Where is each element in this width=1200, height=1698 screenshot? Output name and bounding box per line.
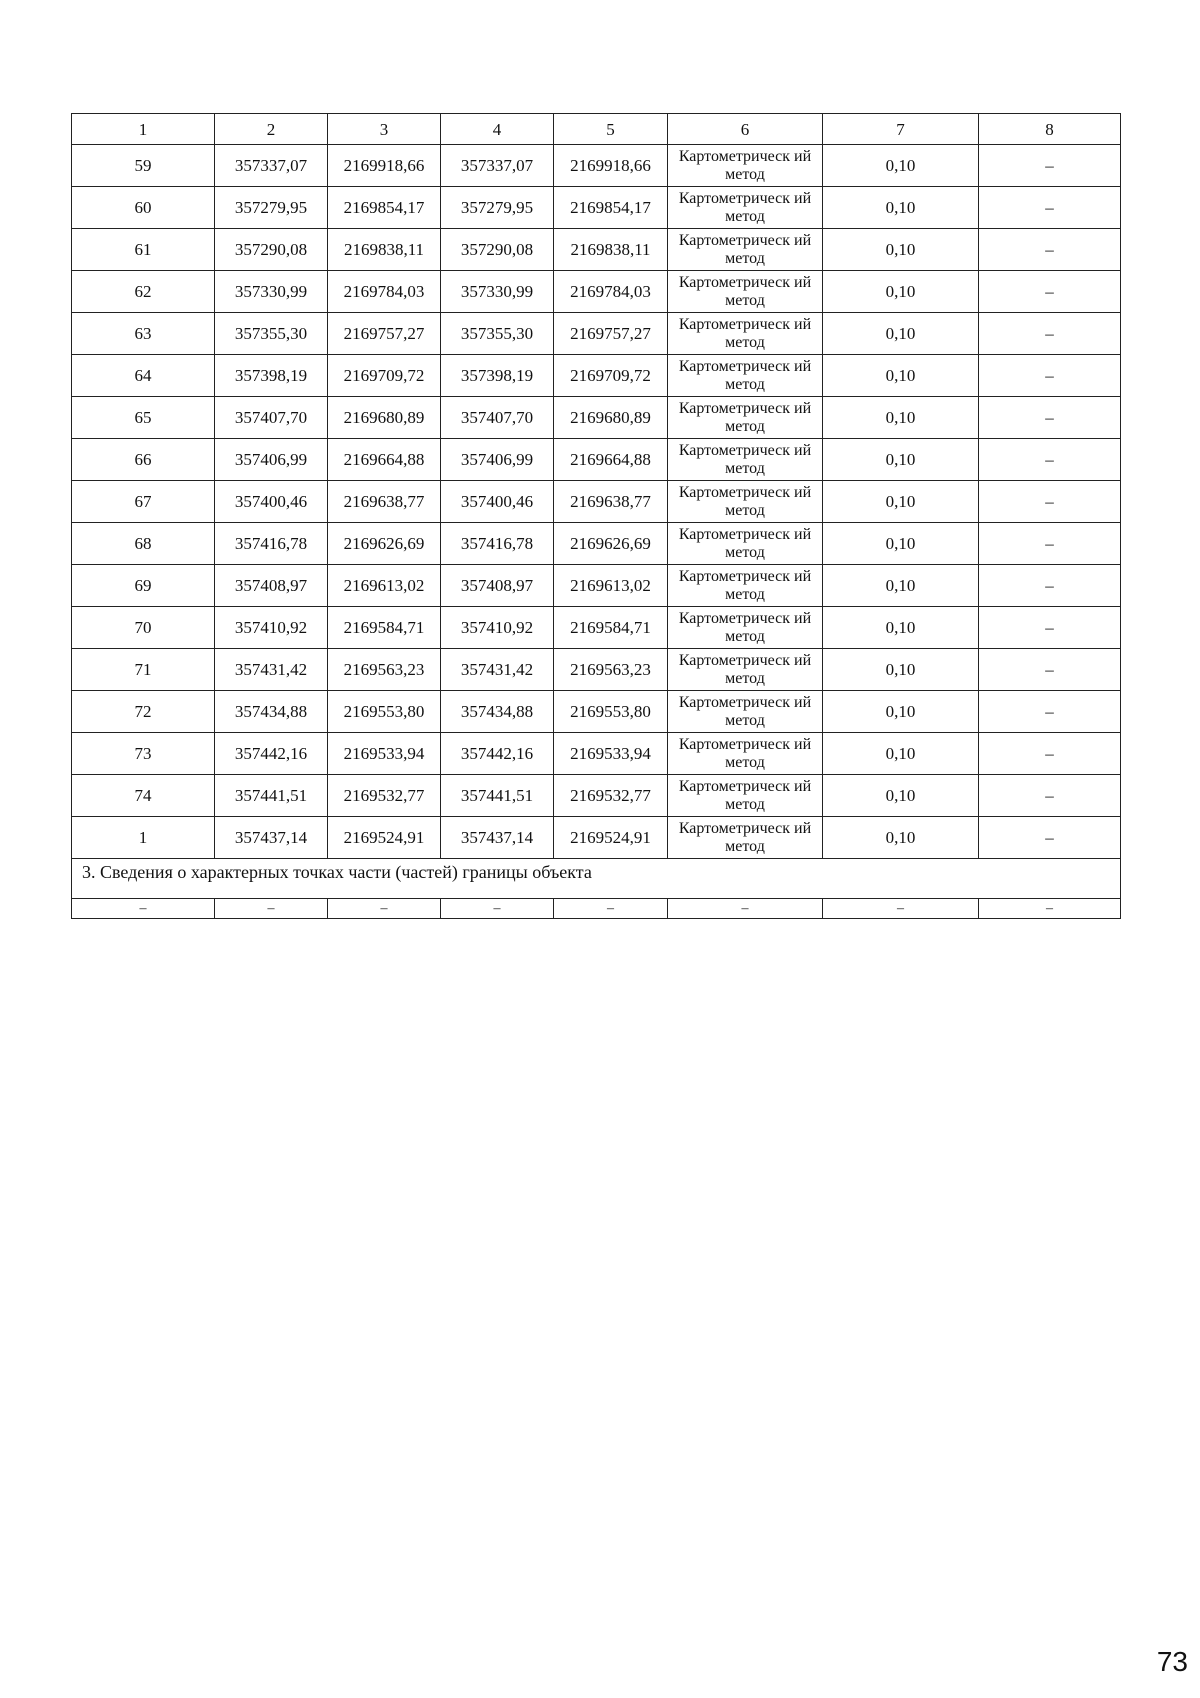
table-row	[72, 523, 1121, 565]
table-cell: 0,10	[823, 439, 979, 481]
table-cell: 357434,88	[215, 691, 328, 733]
table-row	[72, 649, 1121, 691]
method-cell: Картометрическ ий метод	[668, 691, 823, 733]
table-cell: 2169533,94	[554, 733, 668, 775]
point-number-cell: 60	[72, 187, 215, 229]
method-cell: Картометрическ ий метод	[668, 817, 823, 859]
table-cell: 357410,92	[215, 607, 328, 649]
table-cell: 357337,07	[215, 145, 328, 187]
table-cell: –	[979, 523, 1121, 565]
table-cell: –	[979, 607, 1121, 649]
point-number-cell: 65	[72, 397, 215, 439]
table-row	[72, 145, 1121, 187]
table-cell: 2169638,77	[554, 481, 668, 523]
point-number-cell: 63	[72, 313, 215, 355]
table-cell: 0,10	[823, 649, 979, 691]
header-cell: 7	[823, 114, 979, 145]
empty-cell: –	[668, 899, 823, 919]
table-cell: 2169784,03	[554, 271, 668, 313]
table-cell: 357441,51	[441, 775, 554, 817]
table-cell: 357416,78	[215, 523, 328, 565]
table-cell: 0,10	[823, 691, 979, 733]
method-cell: Картометрическ ий метод	[668, 565, 823, 607]
table-cell: –	[979, 229, 1121, 271]
table-cell: 0,10	[823, 187, 979, 229]
table-row	[72, 313, 1121, 355]
table-row	[72, 439, 1121, 481]
empty-cell: –	[215, 899, 328, 919]
table-cell: 2169709,72	[554, 355, 668, 397]
table-cell: 357431,42	[441, 649, 554, 691]
table-cell: 357330,99	[215, 271, 328, 313]
table-cell: 2169757,27	[328, 313, 441, 355]
table-cell: –	[979, 733, 1121, 775]
header-cell: 2	[215, 114, 328, 145]
empty-cell: –	[72, 899, 215, 919]
table-cell: 357437,14	[441, 817, 554, 859]
table-cell: 0,10	[823, 607, 979, 649]
table-cell: 2169613,02	[554, 565, 668, 607]
table-cell: 0,10	[823, 775, 979, 817]
point-number-cell: 68	[72, 523, 215, 565]
table-cell: 2169918,66	[328, 145, 441, 187]
table-cell: 2169784,03	[328, 271, 441, 313]
table-cell: –	[979, 397, 1121, 439]
table-cell: 2169680,89	[328, 397, 441, 439]
table-cell: 0,10	[823, 733, 979, 775]
point-number-cell: 73	[72, 733, 215, 775]
table-cell: 2169854,17	[554, 187, 668, 229]
empty-cell: –	[823, 899, 979, 919]
point-number-cell: 62	[72, 271, 215, 313]
table-row	[72, 565, 1121, 607]
method-cell: Картометрическ ий метод	[668, 481, 823, 523]
table-cell: 357400,46	[215, 481, 328, 523]
table-cell: 357279,95	[215, 187, 328, 229]
table-cell: 2169838,11	[554, 229, 668, 271]
point-number-cell: 1	[72, 817, 215, 859]
table-row	[72, 817, 1121, 859]
method-cell: Картометрическ ий метод	[668, 271, 823, 313]
table-cell: 0,10	[823, 145, 979, 187]
point-number-cell: 72	[72, 691, 215, 733]
empty-row	[72, 899, 1121, 919]
empty-cell: –	[979, 899, 1121, 919]
header-cell: 4	[441, 114, 554, 145]
table-cell: 2169563,23	[328, 649, 441, 691]
empty-cell: –	[328, 899, 441, 919]
table-cell: 357434,88	[441, 691, 554, 733]
point-number-cell: 71	[72, 649, 215, 691]
table-cell: 0,10	[823, 229, 979, 271]
method-cell: Картометрическ ий метод	[668, 355, 823, 397]
point-number-cell: 61	[72, 229, 215, 271]
table-cell: 2169533,94	[328, 733, 441, 775]
table-cell: 357407,70	[441, 397, 554, 439]
table-cell: 357290,08	[441, 229, 554, 271]
table-cell: 357355,30	[441, 313, 554, 355]
header-cell: 5	[554, 114, 668, 145]
table-cell: –	[979, 565, 1121, 607]
table-cell: –	[979, 775, 1121, 817]
table-cell: –	[979, 481, 1121, 523]
table-cell: 2169626,69	[554, 523, 668, 565]
table-cell: 2169918,66	[554, 145, 668, 187]
point-number-cell: 66	[72, 439, 215, 481]
table-cell: 357442,16	[215, 733, 328, 775]
table-cell: 357406,99	[441, 439, 554, 481]
table-row	[72, 607, 1121, 649]
table-cell: 357431,42	[215, 649, 328, 691]
table-cell: –	[979, 817, 1121, 859]
table-cell: 2169584,71	[554, 607, 668, 649]
table-cell: 0,10	[823, 397, 979, 439]
table-cell: –	[979, 145, 1121, 187]
method-cell: Картометрическ ий метод	[668, 649, 823, 691]
table-cell: –	[979, 691, 1121, 733]
table-cell: 2169854,17	[328, 187, 441, 229]
method-cell: Картометрическ ий метод	[668, 145, 823, 187]
method-cell: Картометрическ ий метод	[668, 607, 823, 649]
empty-cell: –	[441, 899, 554, 919]
table-cell: 357437,14	[215, 817, 328, 859]
point-number-cell: 69	[72, 565, 215, 607]
table-cell: –	[979, 355, 1121, 397]
point-number-cell: 67	[72, 481, 215, 523]
table-cell: 357410,92	[441, 607, 554, 649]
table-cell: 2169709,72	[328, 355, 441, 397]
table-cell: 0,10	[823, 355, 979, 397]
table-cell: 0,10	[823, 481, 979, 523]
table-cell: 2169584,71	[328, 607, 441, 649]
table-cell: –	[979, 187, 1121, 229]
table-cell: 2169524,91	[554, 817, 668, 859]
table-cell: 357279,95	[441, 187, 554, 229]
page-number: 73	[1156, 1646, 1188, 1677]
table-cell: 2169626,69	[328, 523, 441, 565]
method-cell: Картометрическ ий метод	[668, 523, 823, 565]
header-cell: 8	[979, 114, 1121, 145]
table-cell: 2169838,11	[328, 229, 441, 271]
table-cell: 357290,08	[215, 229, 328, 271]
section-title-row	[72, 859, 1121, 899]
method-cell: Картометрическ ий метод	[668, 229, 823, 271]
table-cell: 357406,99	[215, 439, 328, 481]
point-number-cell: 70	[72, 607, 215, 649]
table-row	[72, 733, 1121, 775]
table-row	[72, 397, 1121, 439]
table-cell: 2169638,77	[328, 481, 441, 523]
table-cell: 0,10	[823, 565, 979, 607]
table-cell: –	[979, 271, 1121, 313]
table-row	[72, 187, 1121, 229]
table-cell: 357408,97	[441, 565, 554, 607]
table-cell: 357416,78	[441, 523, 554, 565]
method-cell: Картометрическ ий метод	[668, 439, 823, 481]
table-cell: –	[979, 313, 1121, 355]
table-cell: 357330,99	[441, 271, 554, 313]
point-number-cell: 64	[72, 355, 215, 397]
header-cell: 6	[668, 114, 823, 145]
table-cell: 2169532,77	[554, 775, 668, 817]
table-cell: 2169532,77	[328, 775, 441, 817]
table-cell: 357400,46	[441, 481, 554, 523]
table-cell: 0,10	[823, 271, 979, 313]
point-number-cell: 59	[72, 145, 215, 187]
table-cell: –	[979, 649, 1121, 691]
table-cell: 0,10	[823, 523, 979, 565]
header-cell: 1	[72, 114, 215, 145]
table-cell: –	[979, 439, 1121, 481]
table-cell: 357408,97	[215, 565, 328, 607]
table-cell: 357398,19	[215, 355, 328, 397]
table-row	[72, 271, 1121, 313]
header-cell: 3	[328, 114, 441, 145]
method-cell: Картометрическ ий метод	[668, 397, 823, 439]
table-cell: 0,10	[823, 313, 979, 355]
coordinates-table	[71, 113, 1121, 919]
table-cell: 2169524,91	[328, 817, 441, 859]
section-title: 3. Сведения о характерных точках части (частей) границы объекта	[72, 859, 1121, 899]
table-cell: 2169680,89	[554, 397, 668, 439]
table-cell: 357407,70	[215, 397, 328, 439]
table-cell: 2169553,80	[554, 691, 668, 733]
table-cell: 0,10	[823, 817, 979, 859]
table-cell: 2169563,23	[554, 649, 668, 691]
table-cell: 357441,51	[215, 775, 328, 817]
table-row	[72, 481, 1121, 523]
table-cell: 357337,07	[441, 145, 554, 187]
table-row	[72, 355, 1121, 397]
table-row	[72, 691, 1121, 733]
method-cell: Картометрическ ий метод	[668, 733, 823, 775]
table-row	[72, 775, 1121, 817]
table-cell: 357355,30	[215, 313, 328, 355]
empty-cell: –	[554, 899, 668, 919]
method-cell: Картометрическ ий метод	[668, 775, 823, 817]
point-number-cell: 74	[72, 775, 215, 817]
table-cell: 2169664,88	[554, 439, 668, 481]
table-cell: 2169757,27	[554, 313, 668, 355]
table-header-row	[72, 114, 1121, 145]
table-cell: 357442,16	[441, 733, 554, 775]
table-cell: 357398,19	[441, 355, 554, 397]
table-cell: 2169664,88	[328, 439, 441, 481]
method-cell: Картометрическ ий метод	[668, 187, 823, 229]
method-cell: Картометрическ ий метод	[668, 313, 823, 355]
table-cell: 2169613,02	[328, 565, 441, 607]
table-row	[72, 229, 1121, 271]
table-cell: 2169553,80	[328, 691, 441, 733]
